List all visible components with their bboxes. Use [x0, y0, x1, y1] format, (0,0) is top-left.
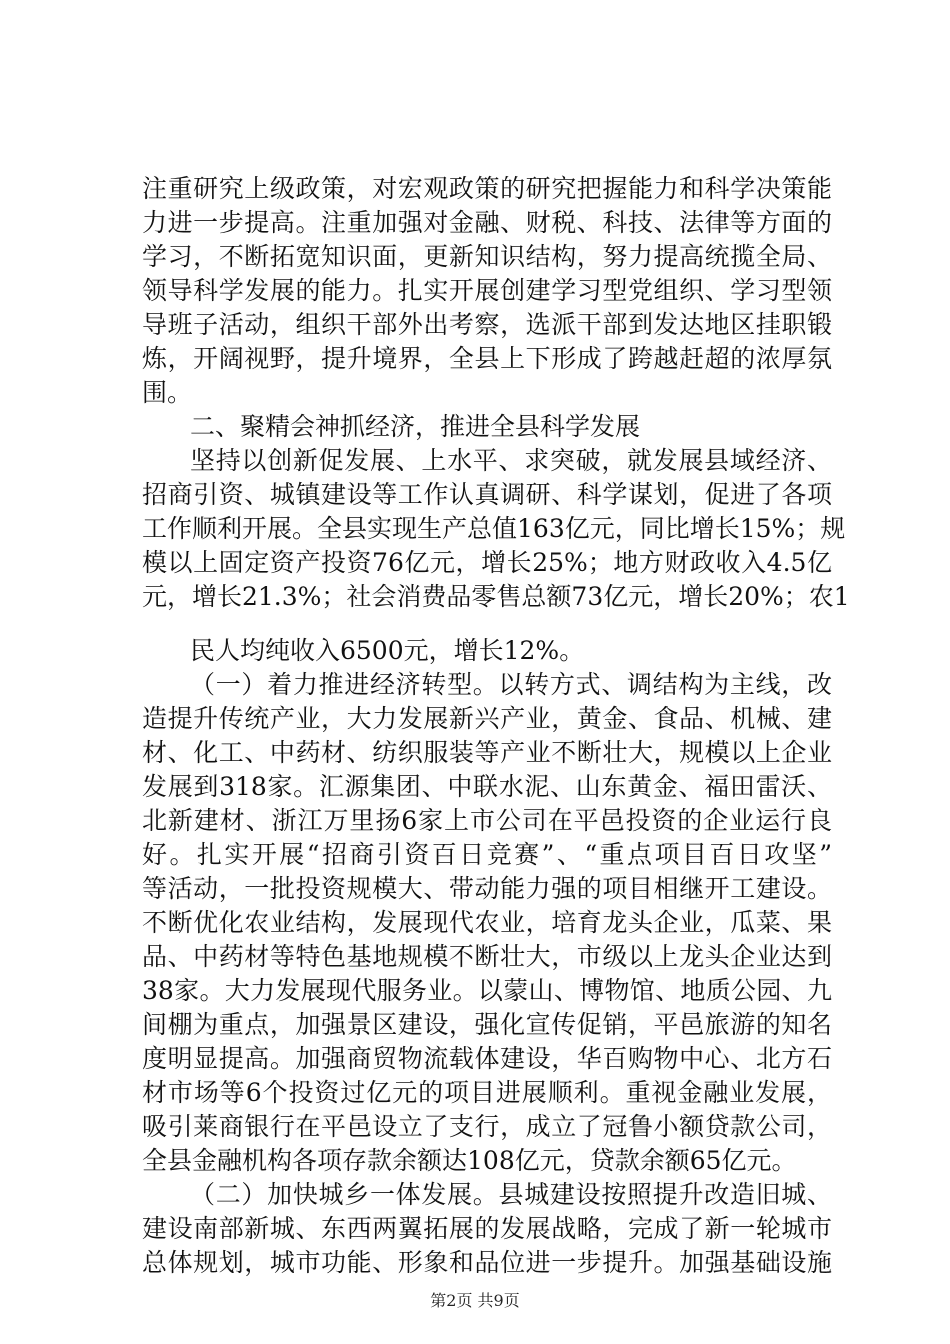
text-line: 度明显提高。加强商贸物流载体建设，华百购物中心、北方石	[142, 1044, 832, 1073]
text-line: 力进一步提高。注重加强对金融、财税、科技、法律等方面的	[142, 208, 832, 237]
text-line: 领导科学发展的能力。扎实开展创建学习型党组织、学习型领	[142, 276, 832, 305]
text-line: 招商引资、城镇建设等工作认真调研、科学谋划，促进了各项	[142, 480, 832, 509]
text-line: 注重研究上级政策，对宏观政策的研究把握能力和科学决策能	[142, 174, 832, 203]
text-line: 北新建材、浙江万里扬6家上市公司在平邑投资的企业运行良	[142, 806, 832, 835]
text-line: 总体规划，城市功能、形象和品位进一步提升。加强基础设施	[142, 1248, 832, 1277]
text-line: 好。扎实开展“招商引资百日竞赛”、“重点项目百日攻坚”	[142, 840, 832, 869]
text-line: （一）着力推进经济转型。以转方式、调结构为主线，改	[190, 670, 832, 699]
text-line: 建设南部新城、东西两翼拓展的发展战略，完成了新一轮城市	[142, 1214, 832, 1243]
text-line: 吸引莱商银行在平邑设立了支行，成立了冠鲁小额贷款公司，	[142, 1112, 832, 1141]
text-line: 全县金融机构各项存款余额达108亿元，贷款余额65亿元。	[142, 1146, 797, 1175]
text-line: 民人均纯收入6500元，增长12%。	[190, 636, 585, 665]
text-line: 38家。大力发展现代服务业。以蒙山、博物馆、地质公园、九	[142, 976, 832, 1005]
text-line: 材、化工、中药材、纺织服装等产业不断壮大，规模以上企业	[142, 738, 832, 767]
text-line: 造提升传统产业，大力发展新兴产业，黄金、食品、机械、建	[142, 704, 832, 733]
text-line: 坚持以创新促发展、上水平、求突破，就发展县域经济、	[190, 446, 832, 475]
text-line: 模以上固定资产投资76亿元，增长25%；地方财政收入4.5亿	[142, 548, 832, 577]
text-line: 学习，不断拓宽知识面，更新知识结构，努力提高统揽全局、	[142, 242, 832, 271]
text-line: 品、中药材等特色基地规模不断壮大，市级以上龙头企业达到	[142, 942, 832, 971]
text-line: 炼，开阔视野，提升境界，全县上下形成了跨越赶超的浓厚氛	[142, 344, 832, 373]
text-line: 等活动，一批投资规模大、带动能力强的项目相继开工建设。	[142, 874, 832, 903]
text-line: 元，增长21.3%；社会消费品零售总额73亿元，增长20%；农1	[142, 582, 850, 611]
section-heading: 二、聚精会神抓经济，推进全县科学发展	[190, 412, 641, 441]
text-line: 发展到318家。汇源集团、中联水泥、山东黄金、福田雷沃、	[142, 772, 832, 801]
text-line: 导班子活动，组织干部外出考察，选派干部到发达地区挂职锻	[142, 310, 832, 339]
text-line: 间棚为重点，加强景区建设，强化宣传促销，平邑旅游的知名	[142, 1010, 832, 1039]
text-line: 工作顺利开展。全县实现生产总值163亿元，同比增长15%；规	[142, 514, 846, 543]
text-line: （二）加快城乡一体发展。县城建设按照提升改造旧城、	[190, 1180, 832, 1209]
text-line: 不断优化农业结构，发展现代农业，培育龙头企业，瓜菜、果	[142, 908, 832, 937]
page-footer: 第2页 共9页	[430, 1291, 520, 1310]
text-line: 材市场等6个投资过亿元的项目进展顺利。重视金融业发展，	[142, 1078, 832, 1107]
text-line: 围。	[142, 378, 193, 407]
